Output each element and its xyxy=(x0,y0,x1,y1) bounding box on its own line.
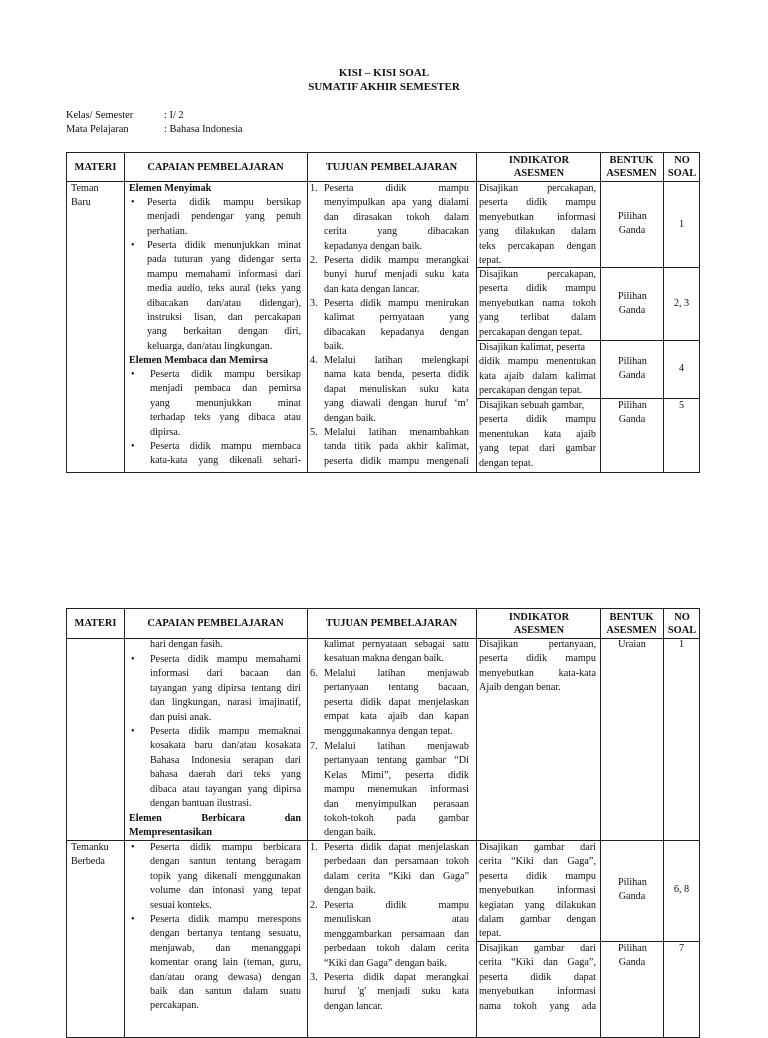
tujuan-item: 3. Peserta didik dapat merangkai huruf 'g' menjadi suku kata dengan lancar. xyxy=(310,972,469,1012)
capaian-bullet: • Peserta didik mampu merespons dengan bertanya tentang sesuatu, menjawab, dan menanggapi komentar orang lain (teman, guru, dan/atau orang dewasa) dengan baik dan santun dalam suatu percakapan. xyxy=(131,914,301,1012)
capaian-bullet: • Peserta didik mampu memahami informasi dari bacaan dan tayangan yang dipirsa tentang diri dan lingkungan, narasi imajinatif, dan puisi anak. xyxy=(131,654,301,723)
list-item: Peserta didik mampu bersikap xyxy=(150,369,301,380)
header-capaian: CAPAIAN PEMBELAJARAN xyxy=(147,618,284,629)
header-bentuk: BENTUK ASESMEN xyxy=(606,611,657,636)
list-item: Peserta didik menunjukkan minat xyxy=(147,240,301,251)
tujuan-continued: kalimat pernyataan sebagai satu kesatuan makna dengan baik. xyxy=(324,639,469,665)
kelas-value: : I/ 2 xyxy=(164,110,184,121)
bullet-icon: • xyxy=(131,726,135,737)
bullet-icon: • xyxy=(131,197,135,208)
indikator-cell: Disajikan pertanyaan, peserta didik mampu menyebutkan kata-kata Ajaib dengan benar. xyxy=(479,639,596,694)
bullet-icon: • xyxy=(131,654,135,665)
capaian-bullet xyxy=(131,239,301,354)
header-no-soal: NO SOAL xyxy=(667,611,697,636)
tujuan-item: 7. Melalui latihan menjawab pertanyaan tentang gambar “Di Kelas Mimi”, peserta didik mampu menemukan informasi dan menyimpulkan perasaan tokoh-tokoh pada gambar dengan baik. xyxy=(310,741,469,839)
tujuan-item: 1. Peserta didik dapat menjelaskan perbedaan dan persamaan tokoh dalam cerita “Kiki dan Gaga” dengan baik. xyxy=(310,842,469,897)
header-tujuan: TUJUAN PEMBELAJARAN xyxy=(325,161,458,173)
header-tujuan: TUJUAN PEMBELAJARAN xyxy=(325,618,458,629)
list-item: kata-kata yang dikenali sehari- xyxy=(150,455,301,467)
bentuk-cell: Pilihan Ganda xyxy=(618,356,647,382)
tujuan-item: 2. Peserta didik mampu menuliskan atau menggambarkan persamaan dan perbedaan tokoh dalam cerita “Kiki dan Gaga” dengan baik. xyxy=(310,900,469,969)
bullet-icon: • xyxy=(131,369,135,380)
capaian-continued: hari dengan fasih. xyxy=(150,639,223,650)
capaian-bullet: • Peserta didik mampu berbicara dengan santun tentang beragam topik yang dikenali menggunakan volume dan intonasi yang tepat sesuai konteks. xyxy=(131,842,301,911)
bentuk-cell: Pilihan Ganda xyxy=(618,211,647,237)
tujuan-item: 4. Melalui latihan melengkapi nama kata benda, peserta didik dapat menuliskan suku kata yang diawali dengan huruf ‘m’ dengan baik. xyxy=(310,355,469,424)
indikator-cell: Disajikan kalimat, peserta didik mampu menentukan kata ajaib dalam kalimat percakapan dengan tepat. xyxy=(479,342,596,397)
list-item: Peserta didik mampu bersikap xyxy=(147,197,301,208)
bentuk-cell: Pilihan Ganda xyxy=(618,877,647,903)
list-item: dibacakan dan/atau didengar), xyxy=(147,297,301,309)
bentuk-cell: Pilihan Ganda xyxy=(618,943,647,969)
indikator-cell: Disajikan percakapan, peserta didik mampu menyebutkan informasi yang dilakukan dalam teks percakapan dengan tepat. xyxy=(479,183,596,267)
bullet-icon: • xyxy=(131,914,135,925)
mapel-label: Mata Pelajaran xyxy=(66,124,129,135)
list-item: menjadi pendengar yang penuh xyxy=(147,211,301,223)
document-subtitle: SUMATIF AKHIR SEMESTER xyxy=(308,81,460,93)
no-soal-cell: 4 xyxy=(678,363,685,374)
bullet-icon: • xyxy=(131,842,135,853)
no-soal-cell: 1 xyxy=(678,639,685,650)
capaian-heading: Elemen Membaca dan Memirsa xyxy=(129,355,268,366)
materi-cell: Teman Baru xyxy=(71,183,99,209)
no-soal-cell: 6, 8 xyxy=(673,884,690,895)
capaian-heading: Elemen Berbicara dan Mempresentasikan xyxy=(129,813,301,839)
header-bentuk: BENTUK ASESMEN xyxy=(606,155,657,179)
meta-mapel xyxy=(66,124,242,135)
document-title: KISI – KISI SOAL xyxy=(338,67,430,79)
header-capaian: CAPAIAN PEMBELAJARAN xyxy=(147,161,284,173)
header-no-soal: NO SOAL xyxy=(667,155,697,179)
bentuk-cell: Uraian xyxy=(618,639,646,650)
list-item: dipirsa. xyxy=(150,426,181,438)
tujuan-item: 3. Peserta didik mampu menirukan kalimat pernyataan yang dibacakan kepadanya dengan baik. xyxy=(310,298,469,353)
table-1 xyxy=(66,152,700,473)
list-item: perhatian. xyxy=(147,225,188,237)
meta-kelas xyxy=(66,110,184,121)
tujuan-item: 1. Peserta didik mampu menyimpulkan apa yang dialami dan dirasakan tokoh dalam cerita yang dibacakan kepadanya dengan baik. xyxy=(310,183,469,252)
list-item: mampu memahami informasi dari xyxy=(147,268,301,280)
list-item: yang menunjukkan minat xyxy=(150,397,301,409)
table-2 xyxy=(66,608,700,1038)
bullet-icon: • xyxy=(131,240,135,251)
list-item: Peserta didik mampu membaca xyxy=(150,441,301,452)
capaian-bullet xyxy=(131,440,301,469)
bentuk-cell: Pilihan Ganda xyxy=(618,400,647,426)
indikator-cell: Disajikan sebuah gambar, peserta didik mampu menentukan kata ajaib yang tepat dari gambar dengan tepat. xyxy=(479,400,596,469)
indikator-cell: Disajikan percakapan, peserta didik mampu menyebutkan nama tokoh yang terlibat dalam percakapan dengan tepat. xyxy=(479,269,596,338)
header-indikator: INDIKATOR ASESMEN xyxy=(508,611,570,636)
list-item: yang berkaitan dengan diri, xyxy=(147,326,301,338)
no-soal-cell: 5 xyxy=(678,400,685,411)
mapel-value: : Bahasa Indonesia xyxy=(164,124,243,135)
capaian-bullet: • Peserta didik mampu memaknai kosakata baru dan/atau kosakata Bahasa Indonesia serapan dari bahasa daerah dari teks yang dibaca atau tayangan yang dipirsa dengan bantuan ilustrasi. xyxy=(131,726,301,810)
list-item: keluarga, dan/atau lingkungan. xyxy=(147,340,273,352)
list-item: menjadi pembaca dan pemirsa xyxy=(150,383,301,395)
no-soal-cell: 1 xyxy=(678,219,685,230)
tujuan-item: 5. Melalui latihan menambahkan tanda titik pada akhir kalimat, peserta didik mampu mengenali xyxy=(310,427,469,467)
list-item: terhadap teks yang dibaca atau xyxy=(150,412,301,424)
materi-cell: Temanku Berbeda xyxy=(71,842,109,868)
indikator-cell: Disajikan gambar dari cerita “Kiki dan Gaga”, peserta didik dapat menyebutkan informasi nama tokoh yang ada xyxy=(479,943,596,1012)
capaian-bullet xyxy=(131,368,301,440)
list-item: pada tuturan yang didengar serta xyxy=(147,254,301,266)
bentuk-cell: Pilihan Ganda xyxy=(618,291,647,317)
indikator-cell: Disajikan gambar dari cerita “Kiki dan Gaga”, peserta didik mampu menyebutkan informasi kegiatan yang dilakukan dalam gambar dengan tepat. xyxy=(479,842,596,940)
tujuan-item: 6. Melalui latihan menjawab pertanyaan tentang bacaan, peserta didik dapat menjelaskan empat kata ajaib dan kapan menggunakannya dengan tepat. xyxy=(310,668,469,737)
capaian-bullet xyxy=(131,196,301,239)
header-materi: MATERI xyxy=(74,618,117,629)
no-soal-cell: 2, 3 xyxy=(673,298,690,309)
header-indikator: INDIKATOR ASESMEN xyxy=(508,155,570,179)
capaian-heading: Elemen Menyimak xyxy=(129,183,212,194)
kelas-label: Kelas/ Semester xyxy=(66,110,134,121)
list-item: instruksi lisan, dan percakapan xyxy=(147,312,301,324)
header-materi: MATERI xyxy=(74,161,117,173)
tujuan-item: 2. Peserta didik mampu merangkai bunyi huruf menjadi suku kata dan kata dengan lancar. xyxy=(310,255,469,295)
no-soal-cell: 7 xyxy=(678,943,685,954)
bullet-icon: • xyxy=(131,441,135,452)
list-item: media audio, teks aural (teks yang xyxy=(147,283,301,295)
